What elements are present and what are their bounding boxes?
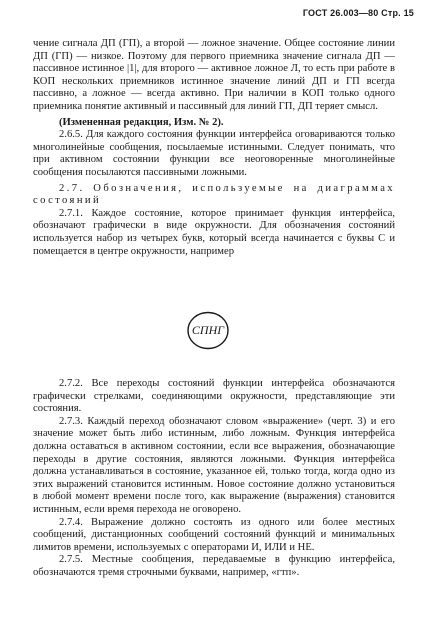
paragraph-2-7-5: 2.7.5. Местные сообщения, передаваемые в функцию интерфейса, обозначаются тремя строчными буквами, например, «гтп».	[33, 554, 395, 578]
paragraph-2-7-2: 2.7.2. Все переходы состояний функции интерфейса обозначаются графически стрелками, соединяющими окружности, представляющие эти состояния.	[33, 378, 395, 415]
amendment-note: (Измененная редакция, Изм. № 2).	[59, 116, 224, 128]
paragraph-continuation: чение сигнала ДП (ГП), а второй — ложное значение. Общее состояние линии ДП (ГП) — низкое. Поэтому для первого приемника значение сигнала ДП — пассивное истинное |1|, для второго — активное ложное Л, то есть при работе в КОП нескольких приемников истинное значение линий ДП и ГП всегда пассивно, а ложное — всегда активно. При наличии в КОП только одного приемника понятие активный и пассивный для линий ГП, ДП теряет смысл.	[33, 38, 395, 112]
state-circle-diagram	[183, 309, 233, 352]
document-body-upper	[33, 38, 395, 258]
paragraph-2-7-3: 2.7.3. Каждый переход обозначают словом «выражение» (черт. 3) и его значение может быть либо истинным, либо ложным. Функция интерфейса должна оставаться в активном состоянии, если все выражения, обозначающие переходы в другие состояния, являются ложными. Функция интерфейса должна устанавливаться в состояние, указанное ей, только тогда, когда одно из этих выражений становится истинным. Новое состояние должно установиться в любой момент времени после того, как выражение (выражения) становится истинным, если время перехода не оговорено.	[33, 415, 395, 515]
state-circle-label: СПНГ	[191, 323, 225, 337]
paragraph-2-7-1: 2.7.1. Каждое состояние, которое принимает функция интерфейса, обозначают графически в виде окружности. Для обозначения состояний используется набор из четырех букв, который всегда начинается с буквы С и помещается в центре окружности, например	[33, 207, 395, 257]
page-header: ГОСТ 26.003—80 Стр. 15	[302, 8, 414, 18]
document-body-lower	[33, 378, 395, 580]
paragraph-2-6-5: 2.6.5. Для каждого состояния функции интерфейса оговариваются только многолинейные сообщения, посылаемые истинными. Следует понимать, что при активном состоянии функции все неоговоренные многолинейные сообщения посылаются пассивными ложными.	[33, 129, 395, 178]
section-heading-2-7: 2.7. Обозначения, используемые на диаграммах состояний	[33, 182, 395, 207]
paragraph-2-7-4: 2.7.4. Выражение должно состоять из одного или более местных сообщений, дистанционных сообщений состояний функций и минимальных лимитов времени, используемых с операторами И, ИЛИ и НЕ.	[33, 516, 395, 553]
